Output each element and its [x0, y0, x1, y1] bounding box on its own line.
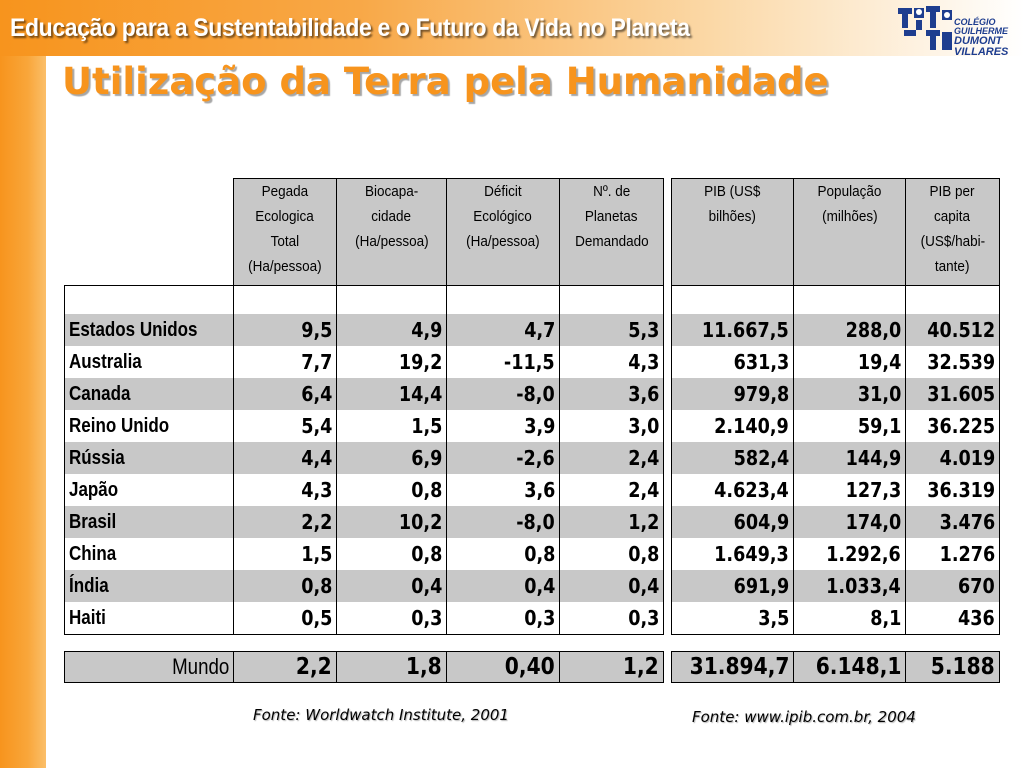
- column-header-line: Planetas: [585, 208, 638, 225]
- column-header-line: Ecologica: [255, 208, 315, 225]
- value-cell: 6,9: [337, 442, 447, 474]
- column-header-line: tante): [935, 258, 970, 275]
- column-header: [672, 179, 794, 286]
- column-header: [447, 179, 560, 286]
- country-cell: Japão: [65, 474, 234, 506]
- banner-title: Educação para a Sustentabilidade e o Futuro da Vida no Planeta: [10, 14, 690, 42]
- total-cell: 1,2: [560, 652, 664, 683]
- column-gap: [664, 506, 672, 538]
- column-gap: [664, 410, 672, 442]
- value-cell: 4.623,4: [672, 474, 794, 506]
- column-header: [794, 179, 906, 286]
- value-cell: 5,4: [234, 410, 337, 442]
- logo-line-2: GUILHERME: [954, 26, 1008, 36]
- country-cell: Reino Unido: [65, 410, 234, 442]
- logo-text: [954, 18, 1008, 58]
- table-row: [65, 378, 1000, 410]
- spacer-cell: [337, 286, 447, 315]
- value-cell: 144,9: [794, 442, 906, 474]
- value-cell: 4,3: [560, 346, 664, 378]
- country-cell: Australia: [65, 346, 234, 378]
- value-cell: 2,4: [560, 442, 664, 474]
- column-gap: [664, 286, 672, 315]
- column-header-line: PIB (US$: [704, 183, 761, 200]
- country-cell: Estados Unidos: [65, 314, 234, 346]
- table-row: [65, 602, 1000, 635]
- source-note-left: Fonte: Worldwatch Institute, 2001: [253, 706, 509, 724]
- column-header-line: cidade: [371, 208, 412, 225]
- column-header-line: Demandado: [574, 233, 649, 250]
- value-cell: 2,2: [234, 506, 337, 538]
- top-banner: [0, 0, 1024, 56]
- column-header-line: (milhões): [821, 208, 878, 225]
- table-row: [65, 346, 1000, 378]
- header-corner: [65, 179, 234, 286]
- total-cell: 1,8: [337, 652, 447, 683]
- total-cell: 0,40: [447, 652, 560, 683]
- value-cell: 36.225: [906, 410, 1000, 442]
- spacer-cell: [447, 286, 560, 315]
- column-header-line: (Ha/pessoa): [248, 258, 322, 275]
- value-cell: 7,7: [234, 346, 337, 378]
- value-cell: 0,3: [560, 602, 664, 635]
- value-cell: 3,6: [447, 474, 560, 506]
- value-cell: 3,9: [447, 410, 560, 442]
- value-cell: 0,8: [447, 538, 560, 570]
- total-cell: 5.188: [906, 652, 1000, 683]
- logo-line-4: VILLARES: [954, 46, 1009, 58]
- column-header-line: bilhões): [708, 208, 757, 225]
- value-cell: 19,4: [794, 346, 906, 378]
- column-header-line: (Ha/pessoa): [466, 233, 540, 250]
- value-cell: 1.033,4: [794, 570, 906, 602]
- country-cell: Rússia: [65, 442, 234, 474]
- value-cell: 4.019: [906, 442, 1000, 474]
- value-cell: 670: [906, 570, 1000, 602]
- table-body: [65, 314, 1000, 635]
- value-cell: 0,8: [560, 538, 664, 570]
- value-cell: 36.319: [906, 474, 1000, 506]
- column-header-line: (Ha/pessoa): [354, 233, 429, 250]
- value-cell: 288,0: [794, 314, 906, 346]
- page-title: Utilização da Terra pela Humanidade: [62, 60, 829, 103]
- value-cell: 0,4: [560, 570, 664, 602]
- value-cell: 3.476: [906, 506, 1000, 538]
- value-cell: 59,1: [794, 410, 906, 442]
- value-cell: 631,3: [672, 346, 794, 378]
- value-cell: 4,3: [234, 474, 337, 506]
- column-header-line: Nº. de: [592, 183, 631, 200]
- column-header-line: Ecológico: [473, 208, 533, 225]
- value-cell: 0,4: [447, 570, 560, 602]
- country-cell: Brasil: [65, 506, 234, 538]
- header-row: [65, 179, 1000, 286]
- logo-line-1: COLÉGIO: [954, 17, 996, 27]
- value-cell: 14,4: [337, 378, 447, 410]
- value-cell: 1.649,3: [672, 538, 794, 570]
- spacer-cell: [560, 286, 664, 315]
- value-cell: 582,4: [672, 442, 794, 474]
- value-cell: 3,6: [560, 378, 664, 410]
- table-row: [65, 474, 1000, 506]
- country-cell: China: [65, 538, 234, 570]
- column-gap: [664, 314, 672, 346]
- column-gap: [664, 602, 672, 635]
- country-cell: Canada: [65, 378, 234, 410]
- value-cell: 4,7: [447, 314, 560, 346]
- column-gap: [664, 538, 672, 570]
- separator-row: [65, 635, 1000, 652]
- value-cell: 10,2: [337, 506, 447, 538]
- value-cell: 31.605: [906, 378, 1000, 410]
- column-header: [337, 179, 447, 286]
- column-header-line: Total: [270, 233, 300, 250]
- value-cell: 2.140,9: [672, 410, 794, 442]
- value-cell: -11,5: [447, 346, 560, 378]
- value-cell: 0,8: [234, 570, 337, 602]
- column-gap: [664, 378, 672, 410]
- total-label: Mundo: [65, 652, 234, 683]
- column-gap: [664, 179, 672, 286]
- value-cell: 0,4: [337, 570, 447, 602]
- column-header: [560, 179, 664, 286]
- country-cell: Índia: [65, 570, 234, 602]
- value-cell: 979,8: [672, 378, 794, 410]
- table-row: [65, 410, 1000, 442]
- value-cell: 0,8: [337, 538, 447, 570]
- column-gap: [664, 474, 672, 506]
- value-cell: 40.512: [906, 314, 1000, 346]
- data-table: [64, 178, 1000, 683]
- value-cell: 0,3: [447, 602, 560, 635]
- value-cell: -2,6: [447, 442, 560, 474]
- total-cell: 2,2: [234, 652, 337, 683]
- value-cell: 19,2: [337, 346, 447, 378]
- column-gap: [664, 346, 672, 378]
- table-row: [65, 538, 1000, 570]
- value-cell: 11.667,5: [672, 314, 794, 346]
- value-cell: 0,8: [337, 474, 447, 506]
- table-row: [65, 314, 1000, 346]
- column-header-line: População: [817, 183, 882, 200]
- value-cell: 0,3: [337, 602, 447, 635]
- source-note-right: Fonte: www.ipib.com.br, 2004: [692, 708, 916, 726]
- table-row: [65, 506, 1000, 538]
- total-cell: 6.148,1: [794, 652, 906, 683]
- logo-line-3: DUMONT: [954, 35, 1003, 47]
- value-cell: 2,4: [560, 474, 664, 506]
- column-header-line: Biocapa-: [364, 183, 419, 200]
- spacer-cell: [672, 286, 794, 315]
- value-cell: 31,0: [794, 378, 906, 410]
- value-cell: 604,9: [672, 506, 794, 538]
- value-cell: 1,5: [337, 410, 447, 442]
- value-cell: 1.276: [906, 538, 1000, 570]
- total-cell: 31.894,7: [672, 652, 794, 683]
- value-cell: 3,0: [560, 410, 664, 442]
- total-row: [65, 652, 1000, 683]
- column-header-line: capita: [934, 208, 971, 225]
- value-cell: -8,0: [447, 378, 560, 410]
- value-cell: 32.539: [906, 346, 1000, 378]
- value-cell: 6,4: [234, 378, 337, 410]
- column-header: [234, 179, 337, 286]
- table-row: [65, 442, 1000, 474]
- value-cell: 174,0: [794, 506, 906, 538]
- value-cell: 4,4: [234, 442, 337, 474]
- column-header-line: Déficit: [484, 183, 522, 200]
- value-cell: 691,9: [672, 570, 794, 602]
- value-cell: 5,3: [560, 314, 664, 346]
- value-cell: 8,1: [794, 602, 906, 635]
- value-cell: 1,2: [560, 506, 664, 538]
- spacer-cell: [906, 286, 1000, 315]
- value-cell: 1,5: [234, 538, 337, 570]
- left-accent-bar: [0, 0, 46, 768]
- spacer-cell: [234, 286, 337, 315]
- value-cell: 436: [906, 602, 1000, 635]
- column-header-line: (US$/habi-: [920, 233, 985, 250]
- column-header-line: Pegada: [261, 183, 309, 200]
- value-cell: 1.292,6: [794, 538, 906, 570]
- column-gap: [664, 570, 672, 602]
- country-cell: Haiti: [65, 602, 234, 635]
- table-row: [65, 570, 1000, 602]
- spacer-row: [65, 286, 1000, 315]
- column-gap: [664, 442, 672, 474]
- spacer-cell: [65, 286, 234, 315]
- value-cell: 3,5: [672, 602, 794, 635]
- spacer-cell: [794, 286, 906, 315]
- value-cell: 0,5: [234, 602, 337, 635]
- value-cell: 127,3: [794, 474, 906, 506]
- column-header-line: PIB per: [929, 183, 976, 200]
- column-header: [906, 179, 1000, 286]
- column-gap: [664, 652, 672, 683]
- value-cell: 9,5: [234, 314, 337, 346]
- value-cell: 4,9: [337, 314, 447, 346]
- value-cell: -8,0: [447, 506, 560, 538]
